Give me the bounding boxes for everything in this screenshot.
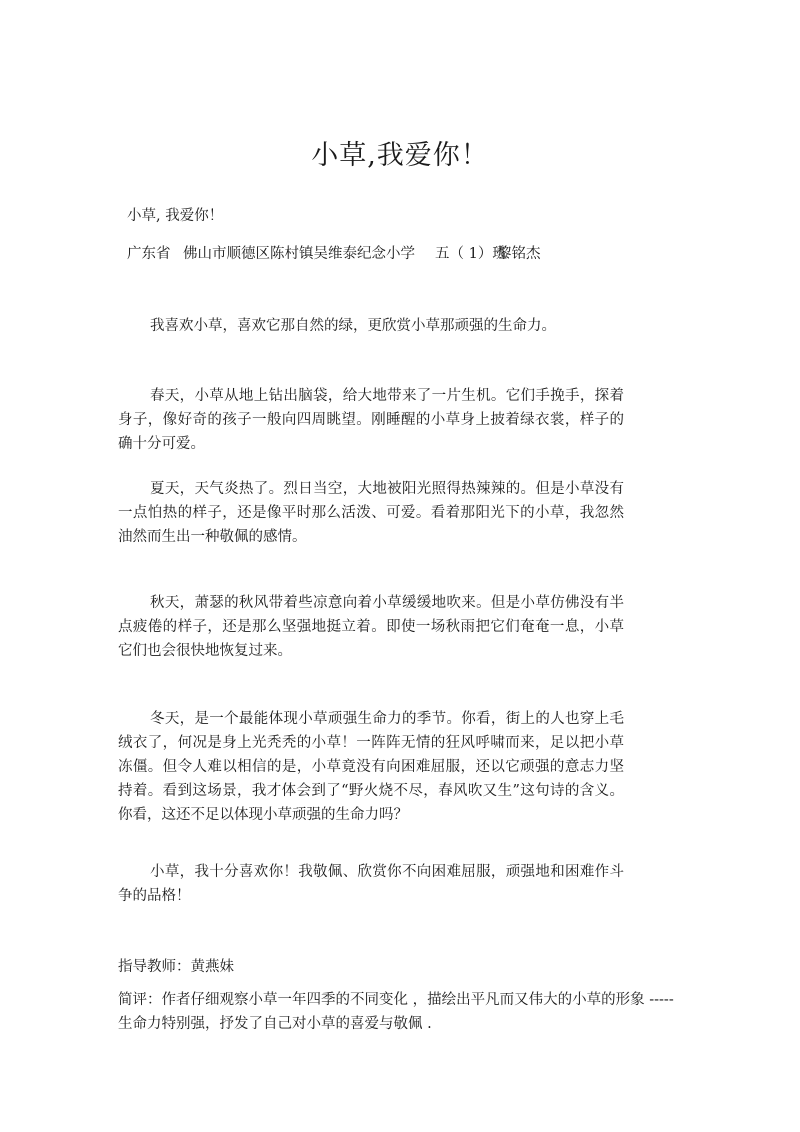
review-comment: 简评：作者仔细观察小草一年四季的不同变化 ，描绘出平凡而又伟大的小草的形象 -----生命力特别强，抒发了自己对小草的喜爱与敬佩 . [118, 992, 674, 1032]
paragraph-conclusion: 小草，我十分喜欢你！我敬佩、欣赏你不向困难屈服，顽强地和困难作斗争的品格！ [118, 864, 624, 904]
author-name: 黎铭杰 [497, 246, 541, 262]
teacher-line: 指导教师：黄燕妹 [118, 959, 234, 975]
author-school: 佛山市顺德区陈村镇吴维泰纪念小学 [183, 246, 415, 262]
paragraph-summer: 夏天，天气炎热了。烈日当空，大地被阳光照得热辣辣的。但是小草没有一点怕热的样子，还是像平时那么活泼、可爱。看着那阳光下的小草，我忽然油然而生出一种敬佩的感情。 [118, 481, 624, 545]
paragraph-autumn: 秋天，萧瑟的秋风带着些凉意向着小草缓缓地吹来。但是小草仿佛没有半点疲倦的样子，还是那么坚强地挺立着。即使一场秋雨把它们奄奄一息，小草它们也会很快地恢复过来。 [118, 595, 624, 659]
author-class: 五（ 1）班 [435, 246, 507, 262]
author-line [127, 242, 541, 266]
paragraph-winter: 冬天，是一个最能体现小草顽强生命力的季节。你看，街上的人也穿上毛绒衣了，何况是身上光秃秃的小草！一阵阵无情的狂风呼啸而来，足以把小草冻僵。但令人难以相信的是，小草竟没有向困难屈服，还以它顽强的意志力坚持着。看到这场景，我才体会到了“野火烧不尽，春风吹又生”这句诗的含义。你看，这还不足以体现小草顽强的生命力吗？ [118, 711, 624, 823]
paragraph-intro: 我喜欢小草，喜欢它那自然的绿，更欣赏小草那顽强的生命力。 [150, 318, 556, 334]
document-title: 小草,我爱你！ [311, 140, 489, 171]
paragraph-spring: 春天，小草从地上钻出脑袋，给大地带来了一片生机。它们手挽手，探着身子，像好奇的孩子一般向四周眺望。刚睡醒的小草身上披着绿衣裳，样子的确十分可爱。 [118, 388, 624, 452]
author-province: 广东省 [127, 246, 171, 262]
document-subtitle: 小草, 我爱你！ [127, 208, 224, 224]
